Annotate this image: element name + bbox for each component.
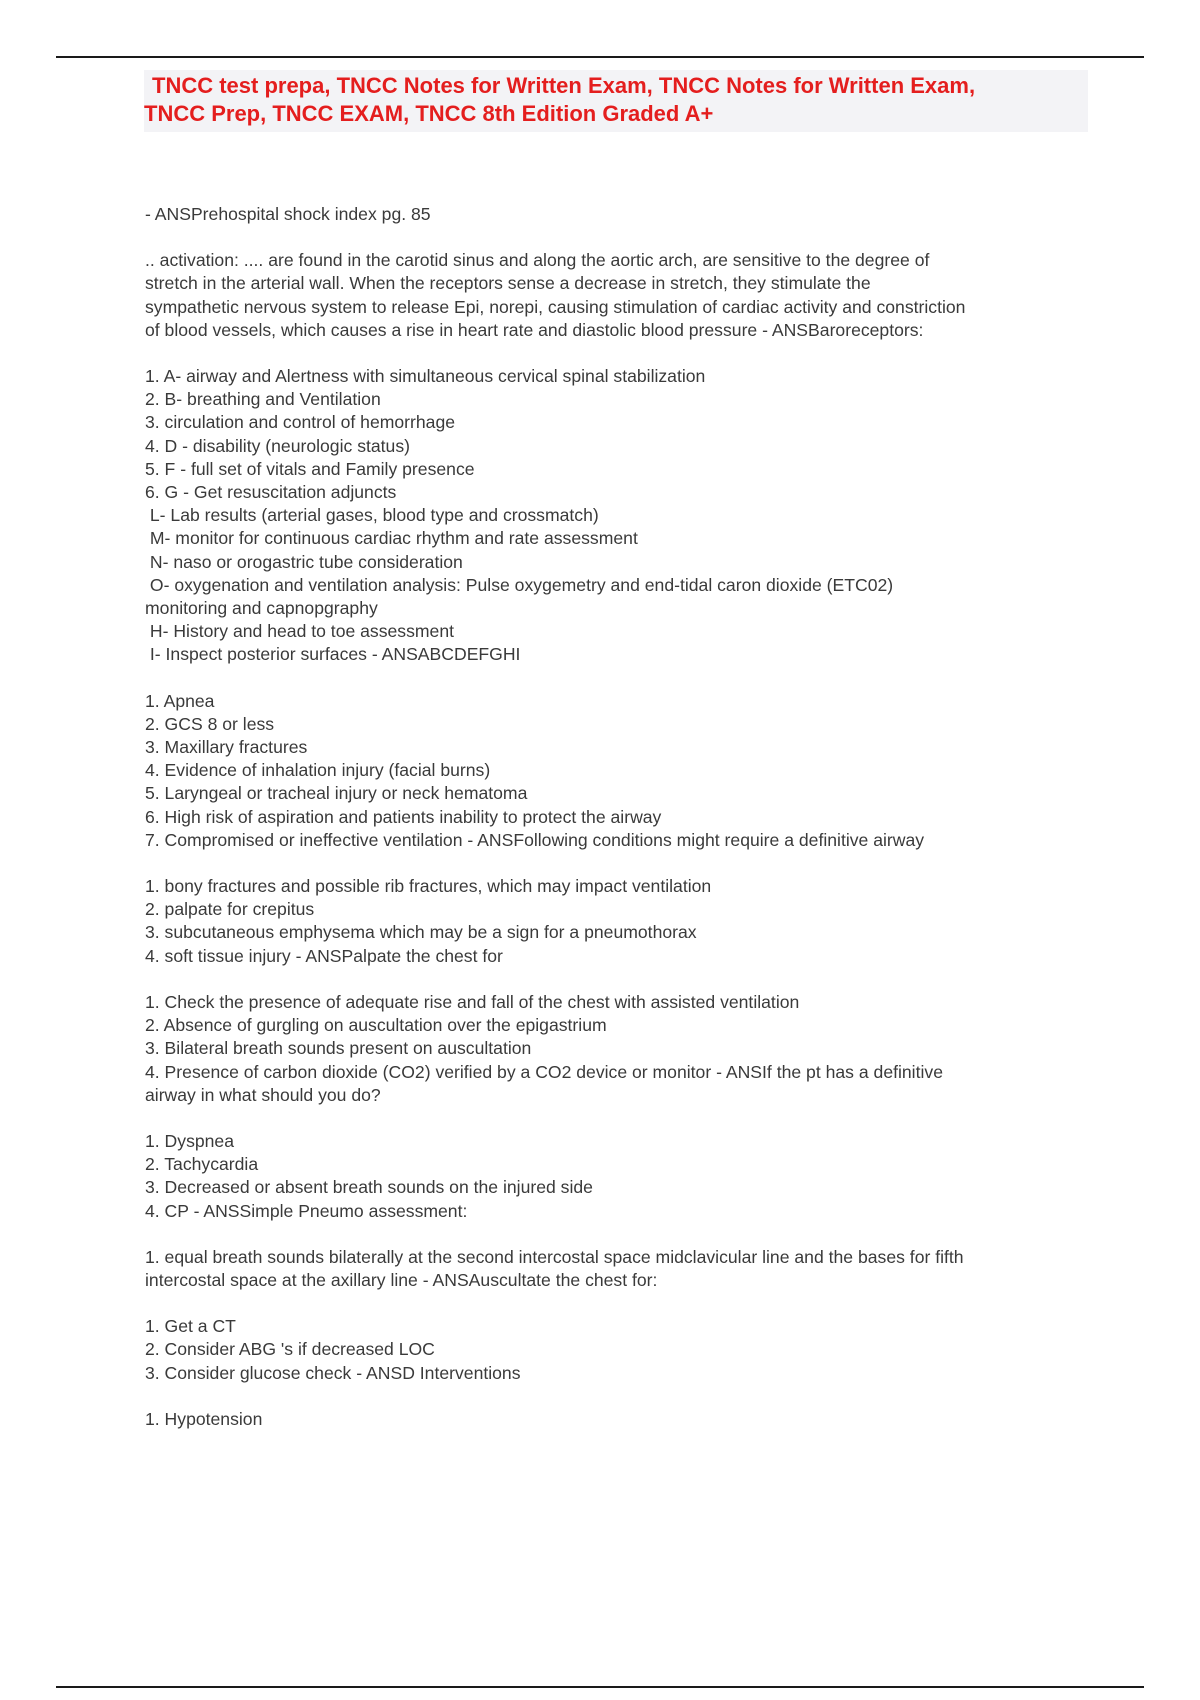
top-rule	[56, 56, 1144, 58]
text-line: 3. Consider glucose check - ANSD Interventions	[145, 1362, 521, 1383]
text-line: 2. GCS 8 or less	[145, 713, 275, 734]
text-block	[145, 203, 1085, 226]
text-line: 4. D - disability (neurologic status)	[145, 435, 410, 456]
text-line: 4. Presence of carbon dioxide (CO2) verified by a CO2 device or monitor - ANSIf the pt has a definitive	[145, 1061, 943, 1082]
text-line: L- Lab results (arterial gases, blood type and crossmatch)	[145, 505, 599, 526]
document-title-block	[144, 70, 1088, 132]
text-line: I- Inspect posterior surfaces - ANSABCDEFGHI	[145, 644, 521, 665]
document-title-line-2: TNCC Prep, TNCC EXAM, TNCC 8th Edition Graded A+	[144, 101, 714, 126]
text-line: 2. Absence of gurgling on auscultation over the epigastrium	[145, 1015, 607, 1036]
text-line: of blood vessels, which causes a rise in heart rate and diastolic blood pressure - ANSBaroreceptors:	[145, 319, 924, 340]
text-line: 1. Get a CT	[145, 1316, 236, 1337]
text-block	[145, 690, 1085, 852]
text-line: H- History and head to toe assessment	[145, 621, 455, 642]
text-line: 2. palpate for crepitus	[145, 899, 315, 920]
text-line: 3. Bilateral breath sounds present on auscultation	[145, 1038, 532, 1059]
text-block	[145, 991, 1085, 1107]
text-line: sympathetic nervous system to release Epi, norepi, causing stimulation of cardiac activity and constriction	[145, 296, 966, 317]
text-line: .. activation: .... are found in the carotid sinus and along the aortic arch, are sensitive to the degree of	[145, 250, 930, 271]
text-line: 4. CP - ANSSimple Pneumo assessment:	[145, 1200, 468, 1221]
text-line: 4. soft tissue injury - ANSPalpate the chest for	[145, 945, 503, 966]
text-block	[145, 1315, 1085, 1385]
text-block	[145, 875, 1085, 968]
text-line: airway in what should you do?	[145, 1084, 381, 1105]
text-line: 7. Compromised or ineffective ventilation - ANSFollowing conditions might require a definitive airway	[145, 829, 925, 850]
text-line: 1. A- airway and Alertness with simultaneous cervical spinal stabilization	[145, 366, 706, 387]
text-line: 1. equal breath sounds bilaterally at the second intercostal space midclavicular line and the bases for fifth	[145, 1246, 964, 1267]
text-line: 1. Dyspnea	[145, 1130, 234, 1151]
text-line: 3. Maxillary fractures	[145, 737, 308, 758]
text-line: - ANSPrehospital shock index pg. 85	[145, 204, 431, 224]
bottom-rule	[56, 1686, 1144, 1688]
text-line: 3. circulation and control of hemorrhage	[145, 412, 456, 433]
text-line: 5. F - full set of vitals and Family presence	[145, 458, 475, 479]
text-line: monitoring and capnopgraphy	[145, 598, 378, 619]
text-line: N- naso or orogastric tube consideration	[145, 551, 463, 572]
text-line: 4. Evidence of inhalation injury (facial burns)	[145, 760, 491, 781]
text-line: 1. bony fractures and possible rib fractures, which may impact ventilation	[145, 876, 712, 897]
text-line: M- monitor for continuous cardiac rhythm and rate assessment	[145, 528, 638, 549]
text-line: 6. G - Get resuscitation adjuncts	[145, 482, 397, 503]
text-line: intercostal space at the axillary line - ANSAuscultate the chest for:	[145, 1269, 658, 1290]
document-body	[145, 203, 1085, 1454]
text-block	[145, 1130, 1085, 1223]
text-block	[145, 1408, 1085, 1431]
text-line: 2. Tachycardia	[145, 1154, 259, 1175]
text-line: 3. subcutaneous emphysema which may be a sign for a pneumothorax	[145, 922, 697, 943]
text-block	[145, 1246, 1085, 1292]
text-block	[145, 249, 1085, 342]
text-line: 1. Hypotension	[145, 1408, 263, 1429]
text-line: 1. Check the presence of adequate rise and fall of the chest with assisted ventilation	[145, 991, 800, 1012]
text-line: 2. B- breathing and Ventilation	[145, 389, 381, 410]
text-line: O- oxygenation and ventilation analysis: Pulse oxygemetry and end-tidal caron dioxide (ETC02)	[145, 574, 894, 595]
text-line: 3. Decreased or absent breath sounds on the injured side	[145, 1177, 593, 1198]
text-line: 6. High risk of aspiration and patients inability to protect the airway	[145, 806, 662, 827]
text-line: stretch in the arterial wall. When the receptors sense a decrease in stretch, they stimulate the	[145, 273, 871, 294]
document-title	[144, 72, 1088, 128]
text-line: 1. Apnea	[145, 690, 215, 711]
text-line: 5. Laryngeal or tracheal injury or neck hematoma	[145, 783, 528, 804]
text-block	[145, 365, 1085, 667]
text-line: 2. Consider ABG 's if decreased LOC	[145, 1339, 435, 1360]
document-title-line-1: TNCC test prepa, TNCC Notes for Written Exam, TNCC Notes for Written Exam,	[152, 73, 976, 98]
